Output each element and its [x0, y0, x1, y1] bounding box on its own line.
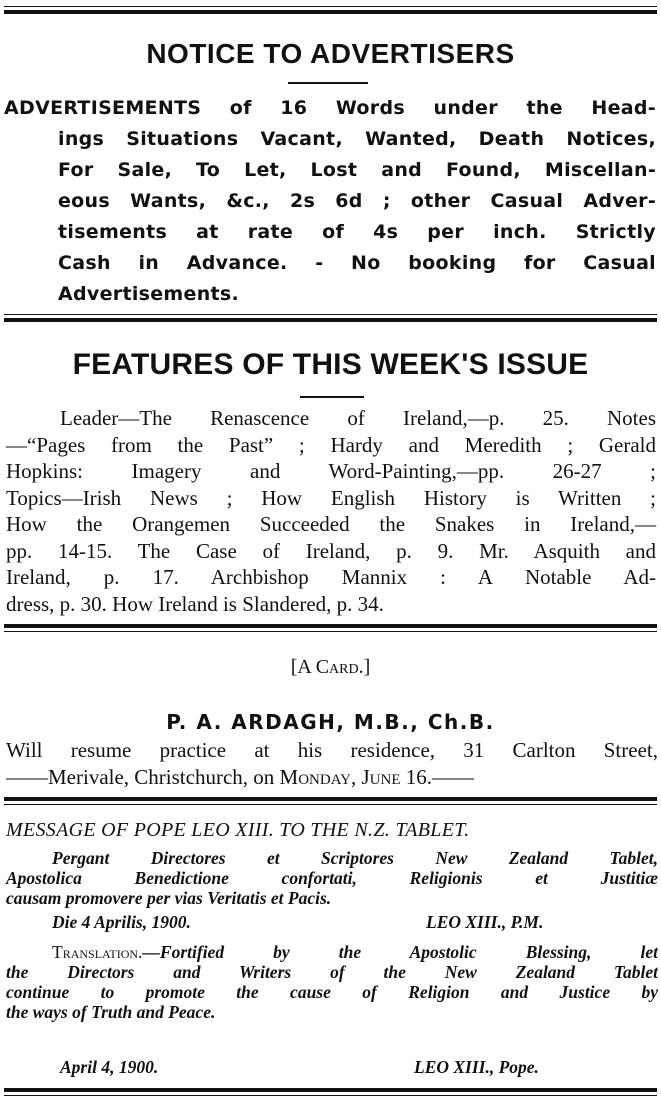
notice-title: NOTICE TO ADVERTISERS [146, 38, 515, 69]
features-body [6, 405, 656, 617]
top-rule-thin [4, 6, 657, 7]
features-title: FEATURES OF THIS WEEK'S ISSUE [72, 348, 589, 381]
section-rule-thick [4, 318, 657, 322]
card-line [6, 764, 658, 791]
card-month: June [361, 764, 401, 789]
translation-line: the Directors and Writers of the New Zealand Tablet [6, 962, 658, 982]
notice-line: Cash in Advance. - No booking for Casual [58, 252, 656, 274]
card-line2-sep: , [351, 764, 362, 789]
translation-text: —Fortified by the Apostolic Blessing, let [142, 942, 658, 962]
card-day: Monday [279, 764, 351, 789]
english-signature: LEO XIII., Pope. [414, 1057, 539, 1077]
card-body [6, 737, 658, 790]
latin-date: Die 4 Aprilis, 1900. [52, 912, 191, 932]
section-rule-thin [4, 314, 657, 315]
card-line2-suffix: 16.—— [400, 764, 474, 789]
bottom-rule-thick [4, 1088, 657, 1092]
notice-line: eous Wants, &c., 2s 6d ; other Casual Adver- [58, 190, 656, 212]
card-name: P. A. ARDAGH, M.B., Ch.B. [166, 710, 495, 734]
notice-line: Advertisements. [58, 283, 240, 305]
translation-line: continue to promote the cause of Religion and Justice by [6, 982, 658, 1002]
section-rule-thick [4, 797, 657, 801]
notice-body [4, 93, 656, 310]
features-line: Ireland, p. 17. Archbishop Mannix : A Notable Ad- [6, 565, 656, 589]
card-label: [A Card.] [290, 656, 371, 678]
notice-title-underline [288, 82, 368, 84]
features-line: Topics—Irish News ; How English History is Written ; [6, 485, 656, 510]
translation-line: the ways of Truth and Peace. [6, 1002, 216, 1022]
notice-line: ADVERTISEMENTS of 16 Words under the Head- [4, 97, 656, 119]
notice-line: ings Situations Vacant, Wanted, Death Notices, [58, 128, 656, 150]
section-rule-thick [4, 624, 657, 628]
card-line: Will resume practice at his residence, 31 Carlton Street, [6, 738, 658, 762]
message-translation [6, 942, 658, 1022]
message-title: MESSAGE OF POPE LEO XIII. TO THE N.Z. TABLET. [6, 819, 470, 841]
card-line2-prefix: ——Merivale, Christchurch, on [6, 764, 280, 789]
notice-line: For Sale, To Let, Lost and Found, Miscellan- [58, 159, 656, 181]
latin-line: Apostolica Benedictione confortati, Religionis et Justitiæ [6, 868, 658, 888]
latin-signature: LEO XIII., P.M. [426, 912, 544, 932]
latin-line: causam promovere per vias Veritatis et Pacis. [6, 888, 332, 908]
features-line: How the Orangemen Succeeded the Snakes in Ireland,— [6, 512, 656, 536]
translation-line [6, 942, 658, 962]
features-title-underline [300, 396, 364, 398]
latin-line: Pergant Directores et Scriptores New Zealand Tablet, [52, 848, 658, 868]
top-rule-thick [4, 10, 657, 14]
message-latin [6, 848, 658, 908]
notice-line: tisements at rate of 4s per inch. Strictly [58, 221, 656, 243]
bottom-rule-thin [4, 1095, 657, 1096]
section-rule-thin [4, 631, 657, 632]
features-line: dress, p. 30. How Ireland is Slandered, p. 34. [6, 591, 384, 616]
section-rule-thin [4, 804, 657, 805]
english-date: April 4, 1900. [60, 1057, 159, 1077]
features-line: pp. 14-15. The Case of Ireland, p. 9. Mr. Asquith and [6, 538, 656, 563]
features-line: —“Pages from the Past” ; Hardy and Meredith ; Gerald [6, 432, 656, 457]
translation-label: Translation. [52, 942, 143, 962]
features-line: Hopkins: Imagery and Word-Painting,—pp. 26-27 ; [6, 459, 656, 483]
features-line: Leader—The Renascence of Ireland,—p. 25. Notes [60, 406, 656, 430]
